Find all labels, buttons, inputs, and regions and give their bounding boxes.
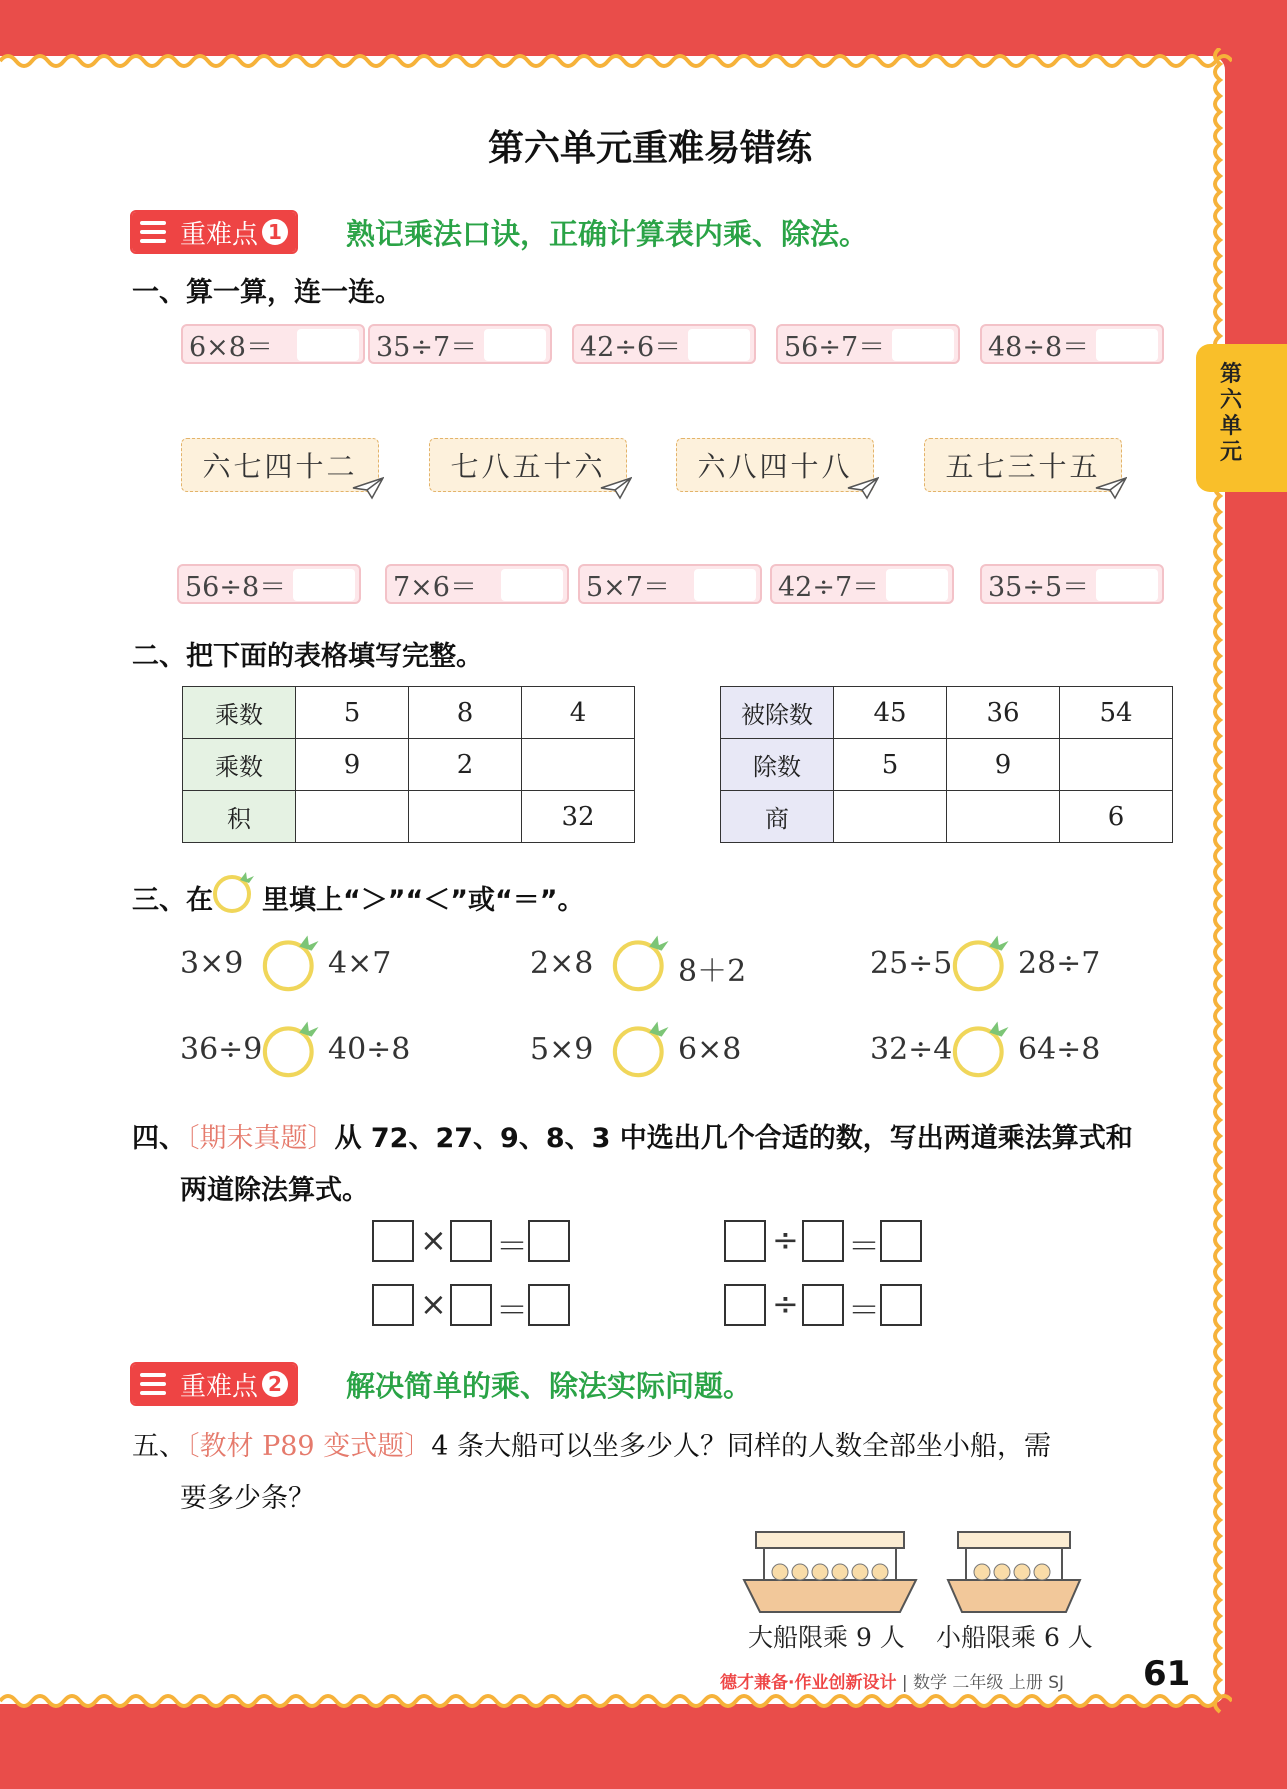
big-boat-caption: 大船限乘 9 人 (748, 1623, 905, 1652)
equation-text: 48÷8＝ (988, 331, 1090, 363)
equals-sign: ＝ (496, 1291, 529, 1329)
comparison-right: 64÷8 (1018, 1032, 1101, 1067)
table-header-cell: 商 (721, 791, 834, 843)
comparison-blank-ring[interactable] (258, 1016, 324, 1082)
table-cell: 5 (834, 739, 947, 791)
answer-blank[interactable] (694, 569, 756, 601)
question-text: 4 条大船可以坐多少人？同样的人数全部坐小船，需 (431, 1431, 1051, 1462)
footer-brand: 德才兼备·作业创新设计 (720, 1673, 897, 1693)
question-1-title: 一、算一算，连一连。 (132, 277, 402, 308)
number-blank-box[interactable] (528, 1284, 570, 1326)
equation-text: 6×8＝ (189, 331, 273, 363)
key-point-label: 重难点 (180, 219, 259, 250)
comparison-left: 2×8 (530, 946, 594, 981)
table-cell-blank[interactable] (296, 791, 409, 843)
table-cell-blank[interactable] (522, 739, 635, 791)
number-blank-box[interactable] (802, 1220, 844, 1262)
table-cell-blank[interactable] (834, 791, 947, 843)
equals-sign: ＝ (848, 1291, 881, 1329)
wavy-border-right (1207, 48, 1233, 1714)
question-3-title-prefix: 三、在 (132, 885, 213, 916)
question-number: 五、 (132, 1431, 186, 1462)
number-blank-box[interactable] (724, 1284, 766, 1326)
small-boat-icon (944, 1528, 1084, 1618)
comparison-left: 36÷9 (180, 1032, 263, 1067)
waves-icon (132, 212, 174, 252)
answer-blank[interactable] (293, 569, 355, 601)
number-blank-box[interactable] (372, 1284, 414, 1326)
multiply-sign: × (420, 1285, 447, 1323)
answer-blank[interactable] (501, 569, 563, 601)
small-boat-caption: 小船限乘 6 人 (936, 1623, 1093, 1652)
wavy-border-top (0, 48, 1232, 74)
page-title: 第六单元重难易错练 (487, 128, 812, 169)
question-number: 四、 (132, 1123, 186, 1154)
comparison-left: 3×9 (180, 946, 244, 981)
paper-plane-icon (1095, 476, 1127, 500)
comparison-left: 25÷5 (870, 946, 953, 981)
key-point-badge-2 (130, 1362, 298, 1406)
equation-text: 35÷5＝ (988, 571, 1090, 603)
key-point-description-1: 熟记乘法口诀，正确计算表内乘、除法。 (346, 217, 869, 251)
comparison-blank-ring[interactable] (608, 930, 674, 996)
table-cell: 4 (522, 687, 635, 739)
comparison-right: 4×7 (328, 946, 392, 981)
number-blank-box[interactable] (450, 1284, 492, 1326)
table-cell: 54 (1060, 687, 1173, 739)
table-cell: 32 (522, 791, 635, 843)
comparison-blank-ring[interactable] (948, 930, 1014, 996)
division-table (720, 686, 1173, 843)
equation-text: 5×7＝ (586, 571, 670, 603)
answer-blank[interactable] (297, 329, 359, 361)
comparison-right: 8＋2 (678, 954, 747, 989)
paper-plane-icon (600, 476, 632, 500)
fruit-ring-icon (210, 868, 258, 916)
equation-text: 56÷7＝ (784, 331, 886, 363)
answer-blank[interactable] (484, 329, 546, 361)
table-cell: 9 (947, 739, 1060, 791)
question-5-title (132, 1424, 1051, 1463)
equation-text: 35÷7＝ (376, 331, 478, 363)
question-tag: 〔教材 P89 变式题〕 (186, 1431, 432, 1462)
equation-box (578, 564, 762, 604)
key-point-badge-1 (130, 210, 298, 254)
paper-plane-icon (847, 476, 879, 500)
equation-box (368, 324, 552, 364)
unit-side-tab (1196, 344, 1287, 492)
question-tag: 〔期末真题〕 (186, 1123, 335, 1154)
question-4-title-cont: 两道除法算式。 (180, 1175, 369, 1206)
comparison-left: 5×9 (530, 1032, 594, 1067)
equation-text: 56÷8＝ (185, 571, 287, 603)
big-boat-icon (740, 1528, 920, 1618)
equation-box (980, 324, 1164, 364)
equation-text: 7×6＝ (393, 571, 477, 603)
number-blank-box[interactable] (880, 1284, 922, 1326)
table-header-cell: 被除数 (721, 687, 834, 739)
number-blank-box[interactable] (880, 1220, 922, 1262)
equation-text: 42÷7＝ (778, 571, 880, 603)
table-cell-blank[interactable] (947, 791, 1060, 843)
rhyme-card[interactable]: 六七四十二 (181, 438, 379, 492)
question-4-title (132, 1116, 1133, 1155)
question-text: 从 72、27、9、8、3 中选出几个合适的数，写出两道乘法算式和 (334, 1123, 1133, 1154)
equation-box (776, 324, 960, 364)
equation-box (980, 564, 1164, 604)
answer-blank[interactable] (1096, 329, 1158, 361)
rhyme-card[interactable]: 七八五十六 (429, 438, 627, 492)
table-cell: 45 (834, 687, 947, 739)
footer-info: | 数学 二年级 上册 SJ (901, 1673, 1065, 1693)
equals-sign: ＝ (496, 1227, 529, 1265)
table-header-cell: 积 (183, 791, 296, 843)
key-point-label: 重难点 (180, 1371, 259, 1402)
question-5-title-cont: 要多少条？ (180, 1483, 315, 1514)
waves-icon (132, 1364, 174, 1404)
equation-box (181, 324, 365, 364)
table-cell: 5 (296, 687, 409, 739)
comparison-right: 6×8 (678, 1032, 742, 1067)
table-cell-blank[interactable] (409, 791, 522, 843)
table-cell: 2 (409, 739, 522, 791)
question-2-title: 二、把下面的表格填写完整。 (132, 641, 483, 672)
answer-blank[interactable] (886, 569, 948, 601)
rhyme-card[interactable]: 六八四十八 (676, 438, 874, 492)
table-cell: 9 (296, 739, 409, 791)
table-header-cell: 乘数 (183, 739, 296, 791)
equation-box (177, 564, 361, 604)
unit-side-tab-label: 第六单元 (1220, 362, 1243, 465)
divide-sign: ÷ (772, 1221, 799, 1259)
number-blank-box[interactable] (450, 1220, 492, 1262)
page-number: 61 (1143, 1654, 1191, 1694)
number-blank-box[interactable] (802, 1284, 844, 1326)
number-blank-box[interactable] (528, 1220, 570, 1262)
comparison-right: 28÷7 (1018, 946, 1101, 981)
key-point-description-2: 解决简单的乘、除法实际问题。 (346, 1369, 753, 1403)
question-3-title-suffix: 里填上“＞”“＜”或“＝”。 (262, 885, 585, 916)
rhyme-card[interactable]: 五七三十五 (924, 438, 1122, 492)
footer (720, 1668, 1064, 1693)
number-blank-box[interactable] (724, 1220, 766, 1262)
equation-box (385, 564, 569, 604)
paper-plane-icon (352, 476, 384, 500)
equals-sign: ＝ (848, 1227, 881, 1265)
multiplication-table (182, 686, 635, 843)
comparison-blank-ring[interactable] (608, 1016, 674, 1082)
table-cell: 6 (1060, 791, 1173, 843)
table-cell: 36 (947, 687, 1060, 739)
table-cell-blank[interactable] (1060, 739, 1173, 791)
equation-box (572, 324, 756, 364)
comparison-blank-ring[interactable] (258, 930, 324, 996)
comparison-right: 40÷8 (328, 1032, 411, 1067)
answer-blank[interactable] (1096, 569, 1158, 601)
answer-blank[interactable] (688, 329, 750, 361)
key-point-number: 1 (262, 219, 288, 245)
table-header-cell: 乘数 (183, 687, 296, 739)
equation-box (770, 564, 954, 604)
answer-blank[interactable] (892, 329, 954, 361)
table-header-cell: 除数 (721, 739, 834, 791)
key-point-number: 2 (262, 1371, 288, 1397)
equation-text: 42÷6＝ (580, 331, 682, 363)
number-blank-box[interactable] (372, 1220, 414, 1262)
multiply-sign: × (420, 1221, 447, 1259)
comparison-blank-ring[interactable] (948, 1016, 1014, 1082)
table-cell: 8 (409, 687, 522, 739)
comparison-left: 32÷4 (870, 1032, 953, 1067)
divide-sign: ÷ (772, 1285, 799, 1323)
